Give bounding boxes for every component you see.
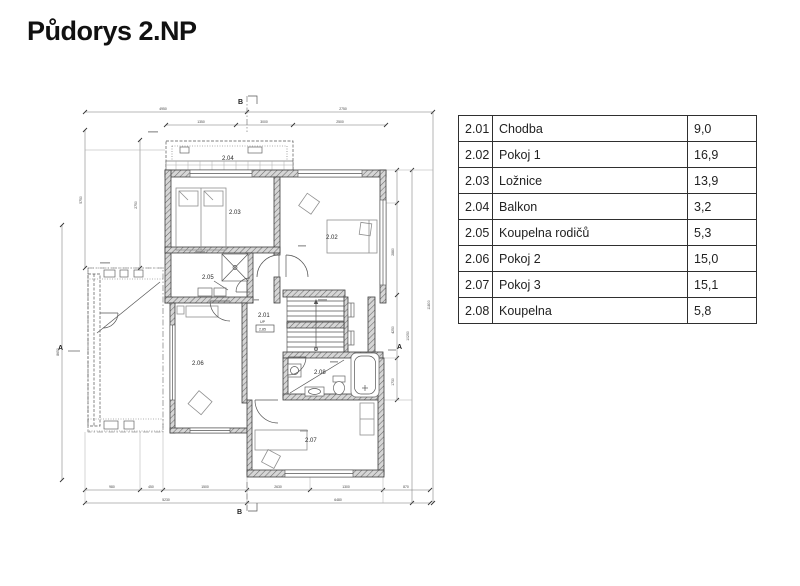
svg-text:2750: 2750 [134, 201, 138, 209]
svg-text:B: B [237, 509, 243, 516]
room-name-cell: Koupelna [493, 298, 688, 324]
svg-text:2630: 2630 [274, 485, 282, 489]
room-area-cell: 5,8 [688, 298, 757, 324]
terrace-area [88, 268, 165, 432]
vanity-koupelna-rodicu [198, 288, 226, 296]
elevation-label: 2,85 [259, 327, 266, 332]
svg-text:870: 870 [403, 485, 409, 489]
svg-text:1500: 1500 [201, 485, 209, 489]
room-label-2-01: 2.01 [258, 313, 270, 319]
room-name-cell: Ložnice [493, 168, 688, 194]
room-id-cell: 2.03 [459, 168, 493, 194]
chair-pokoj1 [299, 193, 320, 214]
room-area-cell: 9,0 [688, 116, 757, 142]
section-marker-b-top [238, 96, 257, 132]
room-area-cell: 13,9 [688, 168, 757, 194]
room-id-cell: 2.01 [459, 116, 493, 142]
desk-pokoj3 [255, 403, 374, 468]
room-name-cell: Chodba [493, 116, 688, 142]
table-row [459, 168, 757, 194]
room-label-2-04: 2.04 [222, 156, 234, 162]
room-area-cell: 15,1 [688, 272, 757, 298]
svg-text:6480: 6480 [334, 498, 342, 502]
svg-text:1730: 1730 [391, 378, 395, 386]
svg-text:4250: 4250 [391, 326, 395, 334]
page-title: Půdorys 2.NP [27, 16, 197, 46]
room-name-cell: Koupelna rodičů [493, 220, 688, 246]
room-id-cell: 2.06 [459, 246, 493, 272]
toilet-icon [333, 376, 345, 395]
room-id-cell: 2.08 [459, 298, 493, 324]
svg-text:2750: 2750 [339, 107, 347, 111]
chair-pokoj2 [188, 391, 212, 415]
svg-text:5750: 5750 [79, 196, 83, 204]
svg-text:8650: 8650 [56, 348, 60, 356]
svg-text:11800: 11800 [427, 300, 431, 310]
bed-loznice [176, 188, 226, 250]
desk-pokoj2 [177, 306, 218, 317]
room-name-cell: Pokoj 1 [493, 142, 688, 168]
svg-text:1300: 1300 [342, 485, 350, 489]
table-row [459, 220, 757, 246]
table-row [459, 142, 757, 168]
section-marker-a-right [388, 344, 402, 351]
room-name-cell: Balkon [493, 194, 688, 220]
room-label-2-02: 2.02 [326, 235, 338, 241]
svg-text:4950: 4950 [159, 107, 167, 111]
room-label-2-03: 2.03 [229, 210, 241, 216]
svg-text:1350: 1350 [197, 120, 205, 124]
room-table [458, 115, 757, 324]
svg-text:B: B [238, 99, 244, 106]
table-row [459, 116, 757, 142]
sink-icon [305, 387, 324, 396]
svg-text:5230: 5230 [162, 498, 170, 502]
table-row [459, 272, 757, 298]
room-name-cell: Pokoj 3 [493, 272, 688, 298]
svg-text:2500: 2500 [336, 120, 344, 124]
svg-text:3000: 3000 [260, 120, 268, 124]
room-area-cell: 16,9 [688, 142, 757, 168]
stairs-up-label: UP [260, 320, 265, 324]
room-label-2-07: 2.07 [305, 438, 317, 444]
room-id-cell: 2.04 [459, 194, 493, 220]
room-label-2-06: 2.06 [192, 361, 204, 367]
svg-text:2880: 2880 [391, 248, 395, 256]
room-id-cell: 2.02 [459, 142, 493, 168]
room-label-2-08: 2.08 [314, 370, 326, 376]
table-row [459, 298, 757, 324]
room-label-2-05: 2.05 [202, 275, 214, 281]
table-row [459, 194, 757, 220]
room-name-cell: Pokoj 2 [493, 246, 688, 272]
table-row [459, 246, 757, 272]
svg-text:10250: 10250 [406, 331, 410, 341]
room-id-cell: 2.05 [459, 220, 493, 246]
svg-text:A: A [397, 344, 403, 351]
svg-text:980: 980 [109, 485, 115, 489]
room-area-cell: 5,3 [688, 220, 757, 246]
bathtub-icon [351, 353, 379, 397]
section-marker-a-left [58, 345, 80, 352]
room-id-cell: 2.07 [459, 272, 493, 298]
section-marker-b-bottom [237, 482, 257, 516]
shower-icon [222, 254, 248, 281]
svg-text:A: A [58, 345, 64, 352]
room-area-cell: 3,2 [688, 194, 757, 220]
room-area-cell: 15,0 [688, 246, 757, 272]
stairs [287, 297, 354, 352]
svg-text:450: 450 [148, 485, 154, 489]
